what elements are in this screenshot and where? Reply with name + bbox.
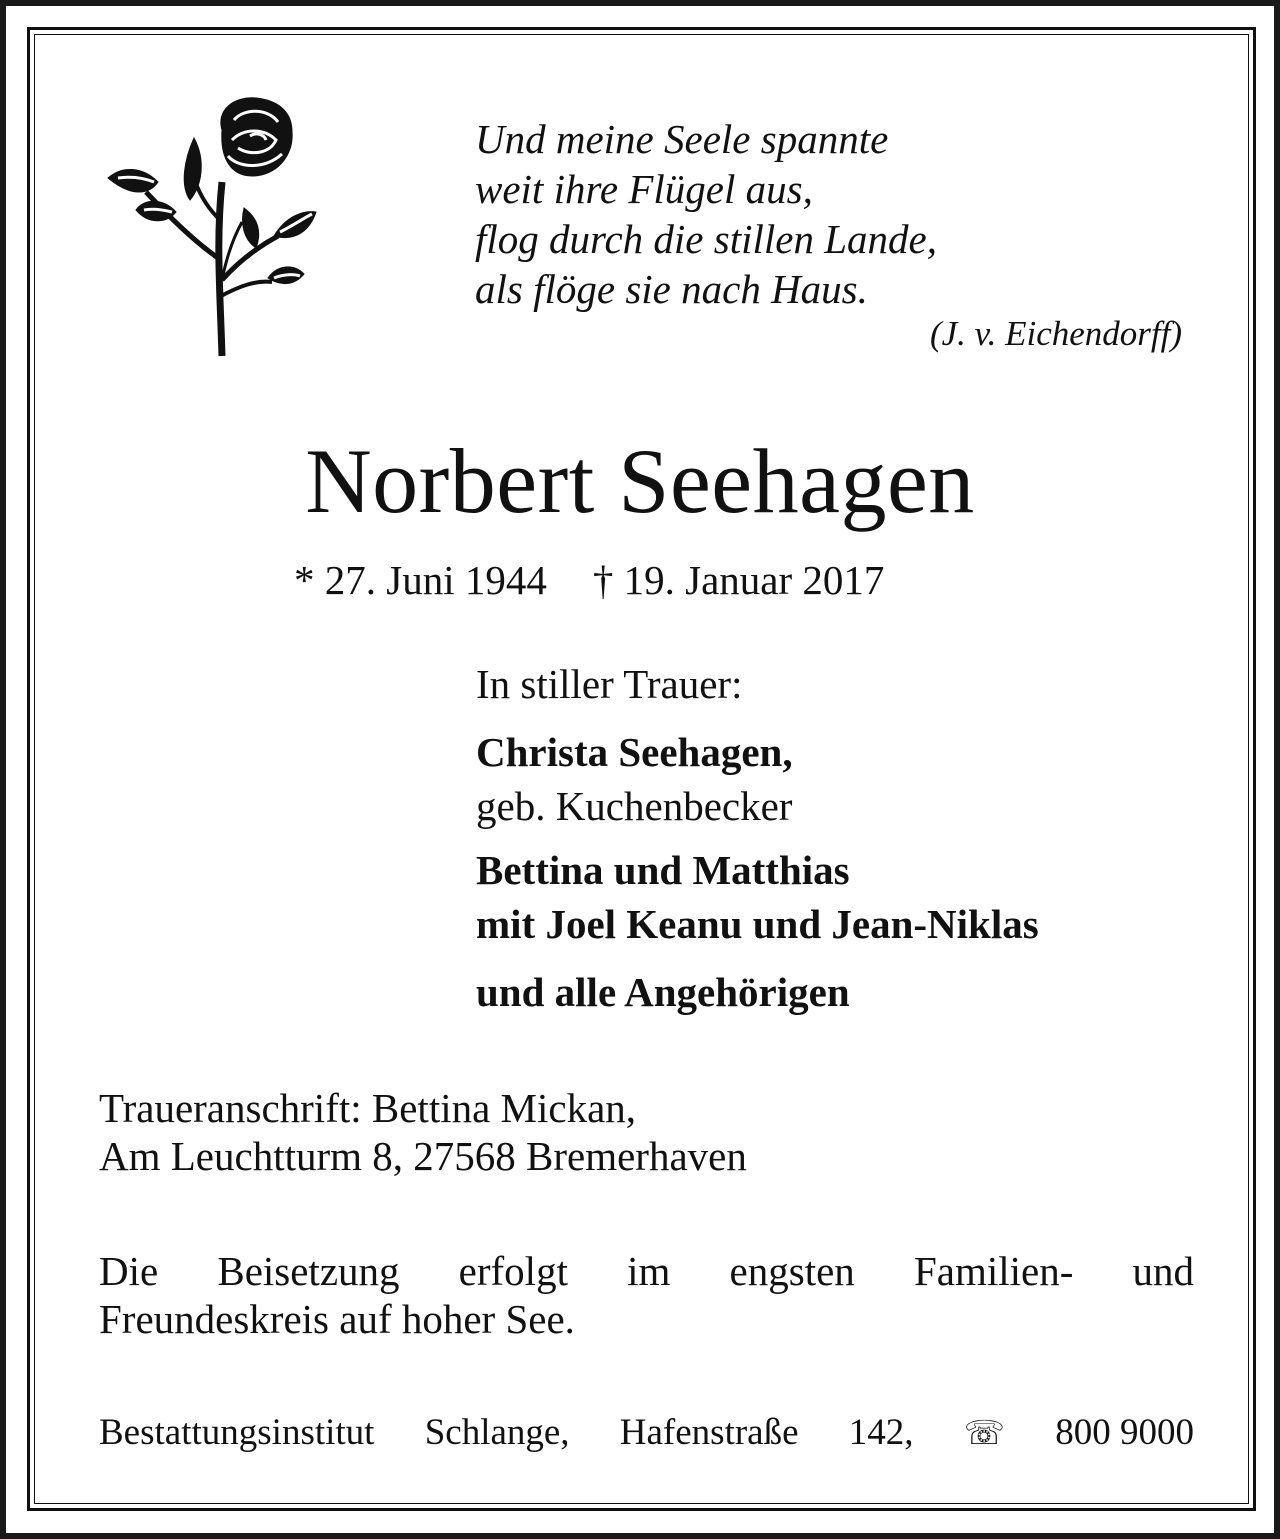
- poem-line: als flöge sie nach Haus.: [475, 266, 868, 312]
- life-dates: [294, 554, 884, 606]
- mourners-list: [476, 657, 1039, 1019]
- burial-word: im: [627, 1248, 671, 1294]
- burial-word: Familien-: [913, 1248, 1074, 1294]
- funeral-home-word: Hafenstraße: [619, 1412, 799, 1453]
- funeral-home-phone: 800 9000: [1055, 1412, 1194, 1453]
- poem-line: flog durch die stillen Lande,: [475, 216, 937, 262]
- mourning-address: [99, 1084, 747, 1180]
- funeral-home-word: Bestattungsinstitut: [99, 1412, 375, 1453]
- poem-line: weit ihre Flügel aus,: [475, 166, 813, 212]
- burial-word: und: [1132, 1248, 1194, 1294]
- funeral-home: [99, 1408, 1194, 1458]
- funeral-home-word: Schlange,: [424, 1412, 570, 1453]
- family-line: Bettina und Matthias: [476, 847, 850, 893]
- poem-line: Und meine Seele spannte: [475, 116, 889, 162]
- relatives-line: und alle Angehörigen: [476, 969, 850, 1015]
- family-line: mit Joel Keanu und Jean-Niklas: [476, 901, 1039, 947]
- funeral-home-line: [99, 1408, 1194, 1458]
- poem-author: (J. v. Eichendorff): [929, 314, 1182, 353]
- obituary-notice: [6, 6, 1274, 1533]
- telephone-icon: ☏: [963, 1413, 1005, 1452]
- burial-word: erfolgt: [458, 1248, 568, 1294]
- death-date: † 19. Januar 2017: [592, 557, 885, 603]
- address-line: Traueranschrift: Bettina Mickan,: [99, 1085, 637, 1131]
- mourners-intro: In stiller Trauer:: [476, 661, 743, 707]
- burial-word: Die: [99, 1248, 159, 1294]
- burial-line: Freundeskreis auf hoher See.: [99, 1296, 575, 1342]
- burial-line: [99, 1247, 1194, 1295]
- poem: [475, 114, 937, 314]
- widow-maiden-name: geb. Kuchenbecker: [476, 783, 793, 829]
- address-line: Am Leuchtturm 8, 27568 Bremerhaven: [99, 1133, 747, 1179]
- deceased-name: Norbert Seehagen: [305, 430, 975, 532]
- funeral-home-word: 142,: [848, 1412, 914, 1453]
- burial-word: engsten: [729, 1248, 855, 1294]
- widow-name: Christa Seehagen,: [476, 729, 793, 775]
- birth-date: * 27. Juni 1944: [294, 557, 547, 603]
- burial-word: Beisetzung: [217, 1248, 400, 1294]
- burial-notice: [99, 1247, 1194, 1343]
- rose-icon: [104, 90, 320, 360]
